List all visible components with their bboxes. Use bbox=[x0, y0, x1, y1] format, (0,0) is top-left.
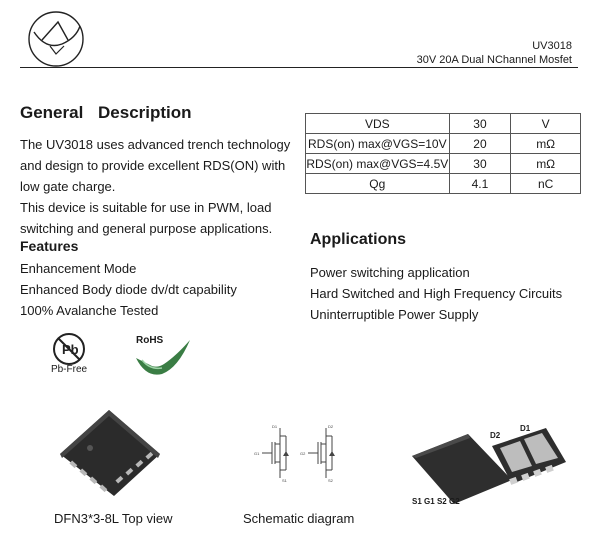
spec-value: 30 bbox=[449, 114, 511, 134]
header-divider bbox=[20, 67, 578, 68]
spec-row bbox=[306, 174, 581, 194]
list-item: Hard Switched and High Frequency Circuits bbox=[310, 286, 563, 301]
spec-param: RDS(on) max@VGS=4.5V bbox=[306, 154, 450, 174]
applications-title: Applications bbox=[310, 231, 407, 248]
spec-row bbox=[306, 134, 581, 154]
spec-unit: mΩ bbox=[511, 134, 581, 154]
pin-label: D2 bbox=[490, 431, 501, 440]
schematic-label: D1 bbox=[272, 424, 278, 429]
features-list bbox=[20, 258, 237, 321]
spec-param: Qg bbox=[306, 174, 450, 194]
header-model: UV3018 bbox=[532, 40, 572, 52]
schematic-label: S2 bbox=[328, 478, 333, 483]
pin-label: G2 bbox=[448, 497, 460, 506]
svg-text:Pb: Pb bbox=[62, 342, 79, 357]
general-description-title: General Description bbox=[20, 103, 192, 122]
schematic-label: G1 bbox=[254, 451, 260, 456]
spec-row bbox=[306, 154, 581, 174]
top-view-caption: DFN3*3-8L Top view bbox=[54, 511, 173, 526]
spec-row bbox=[306, 114, 581, 134]
applications-list bbox=[310, 262, 562, 325]
pin-label: D1 bbox=[520, 424, 531, 433]
rohs-label: RoHS bbox=[136, 335, 164, 346]
bottom-pin-labels bbox=[412, 497, 460, 506]
general-description-para1: The UV3018 uses advanced trench technology and design to provide excellent RDS(ON) with low gate charge. bbox=[20, 137, 291, 194]
pb-free-label: Pb-Free bbox=[50, 364, 88, 375]
company-logo bbox=[20, 10, 92, 68]
spec-value: 20 bbox=[449, 134, 511, 154]
dfn-package-bottom-view bbox=[408, 420, 568, 504]
header-description: 30V 20A Dual NChannel Mosfet bbox=[416, 54, 572, 66]
schematic-label: S1 bbox=[282, 478, 287, 483]
schematic-caption: Schematic diagram bbox=[243, 511, 355, 526]
list-item: 100% Avalanche Tested bbox=[20, 303, 159, 318]
spec-param: VDS bbox=[306, 114, 450, 134]
pin-label: S2 bbox=[436, 497, 447, 506]
spec-table bbox=[305, 113, 581, 194]
spec-param: RDS(on) max@VGS=10V bbox=[306, 134, 450, 154]
pin-label: G1 bbox=[424, 497, 435, 506]
spec-unit: mΩ bbox=[511, 154, 581, 174]
spec-unit: nC bbox=[511, 174, 581, 194]
dfn-package-top-view bbox=[54, 408, 164, 498]
general-description-para2: This device is suitable for use in PWM, load switching and general purpose applications. bbox=[20, 200, 273, 236]
schematic-label: G2 bbox=[300, 451, 306, 456]
list-item: Enhancement Mode bbox=[20, 261, 137, 276]
list-item: Power switching application bbox=[310, 265, 470, 280]
pin-label: S1 bbox=[412, 497, 422, 506]
schematic-label: D2 bbox=[328, 424, 334, 429]
schematic-diagram bbox=[250, 422, 350, 484]
spec-unit: V bbox=[511, 114, 581, 134]
list-item: Enhanced Body diode dv/dt capability bbox=[20, 282, 237, 297]
features-title: Features bbox=[20, 238, 79, 254]
list-item: Uninterruptible Power Supply bbox=[310, 307, 479, 322]
spec-value: 30 bbox=[449, 154, 511, 174]
spec-value: 4.1 bbox=[449, 174, 511, 194]
